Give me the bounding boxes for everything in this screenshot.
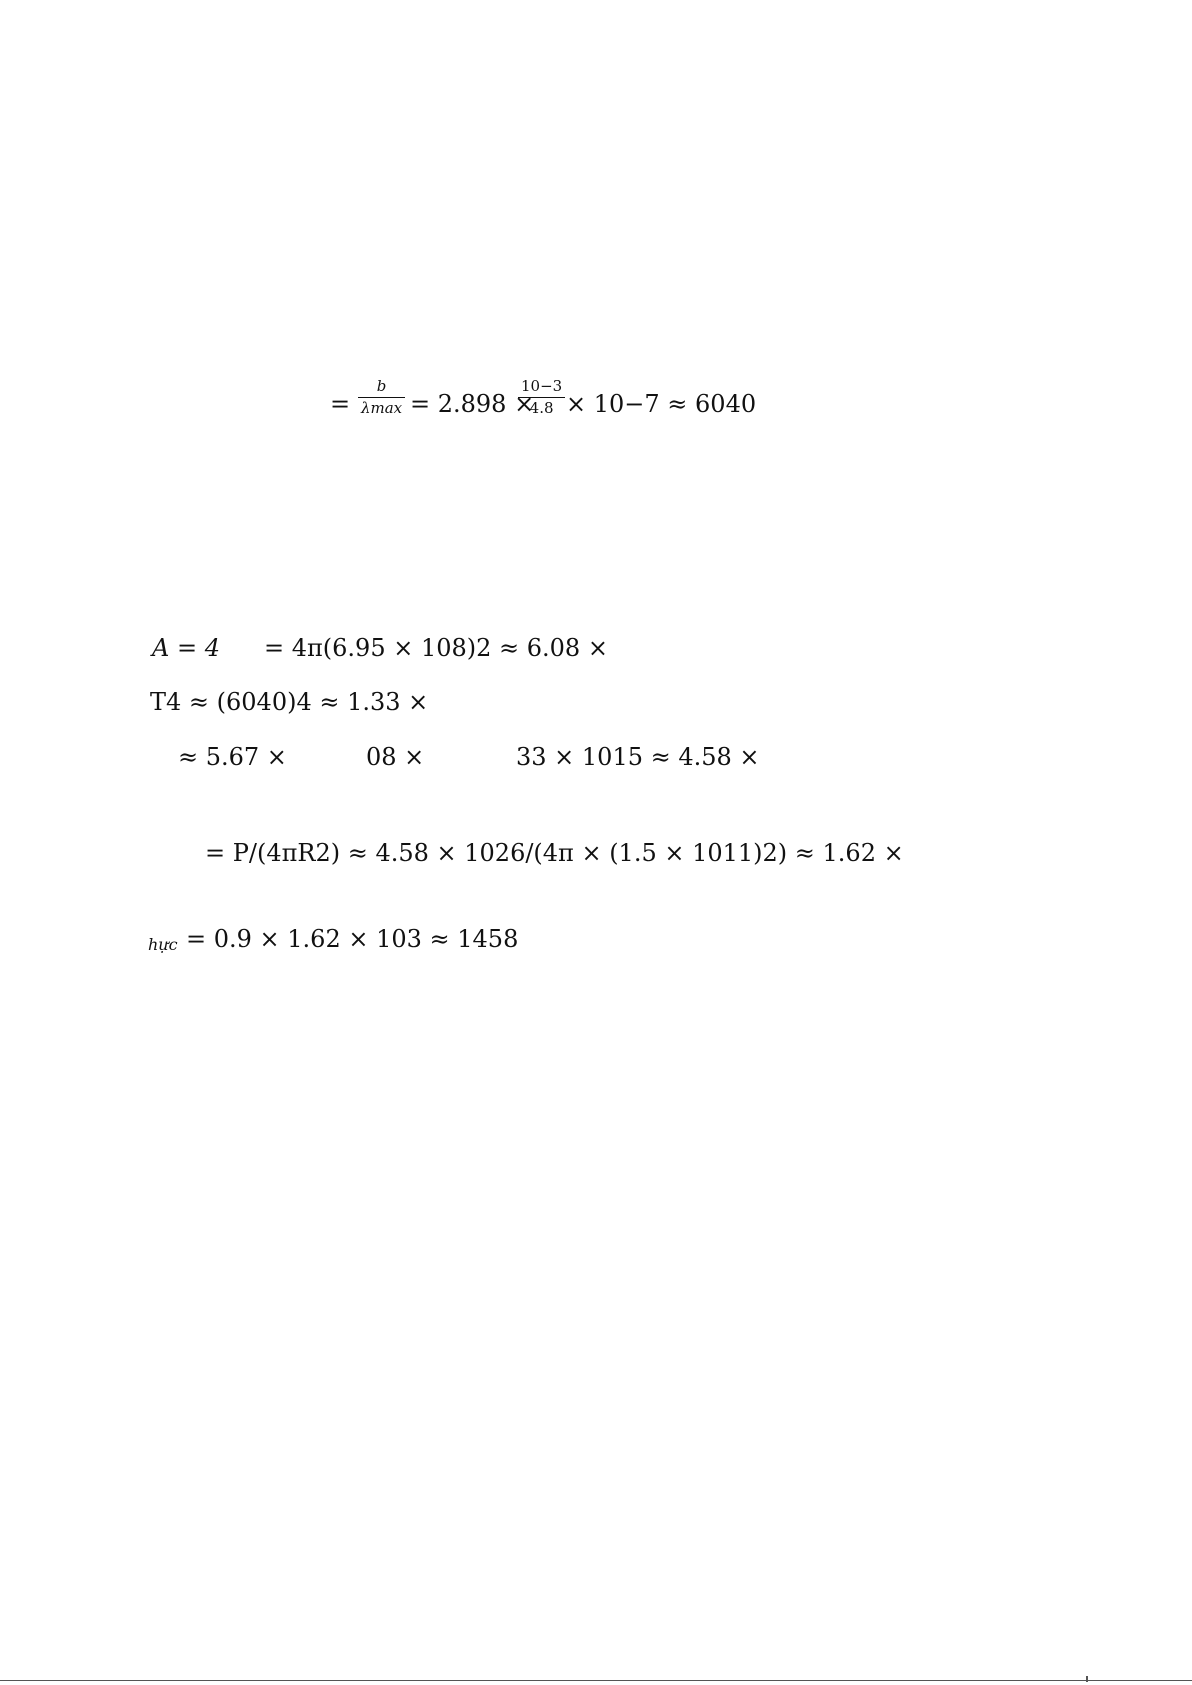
power-part-2: 08 × xyxy=(366,743,425,771)
wien-result: × 10−7 ≈ 6040 xyxy=(566,390,757,418)
equation-area xyxy=(0,636,1192,666)
fraction-denominator: λmax xyxy=(361,398,403,417)
wien-constant: = 2.898 × xyxy=(410,390,535,418)
power-part-3: 33 × 1015 ≈ 4.58 × xyxy=(516,743,760,771)
power-part-1: ≈ 5.67 × xyxy=(178,743,287,771)
equation-flux xyxy=(0,841,1192,871)
equation-power xyxy=(0,745,1192,775)
equals-sign: = xyxy=(330,390,351,418)
t4-expression: T4 ≈ (6040)4 ≈ 1.33 × xyxy=(150,688,429,716)
fraction-numerator: b xyxy=(376,377,387,395)
fraction-denominator-2: 4.8 xyxy=(529,398,554,417)
real-flux-expression: = 0.9 × 1.62 × 103 ≈ 1458 xyxy=(186,925,519,953)
fraction-b-over-lambda xyxy=(358,378,405,416)
area-lhs: A = 4 xyxy=(152,634,220,662)
subscript-label: hực xyxy=(148,935,178,954)
fraction-bar xyxy=(358,397,405,398)
fraction-constant xyxy=(518,378,565,416)
page-corner-mark xyxy=(1086,1676,1088,1682)
area-rhs: = 4π(6.95 × 108)2 ≈ 6.08 × xyxy=(264,634,608,662)
fraction-bar-2 xyxy=(518,397,565,398)
page-bottom-rule xyxy=(0,1680,1192,1681)
flux-expression: = P/(4πR2) ≈ 4.58 × 1026/(4π × (1.5 × 1011)2) ≈ 1.62 × xyxy=(205,839,904,867)
equation-real-flux xyxy=(0,927,1192,961)
equation-wien xyxy=(0,378,1192,438)
equation-t4 xyxy=(0,690,1192,720)
fraction-numerator-2: 10−3 xyxy=(521,377,563,395)
